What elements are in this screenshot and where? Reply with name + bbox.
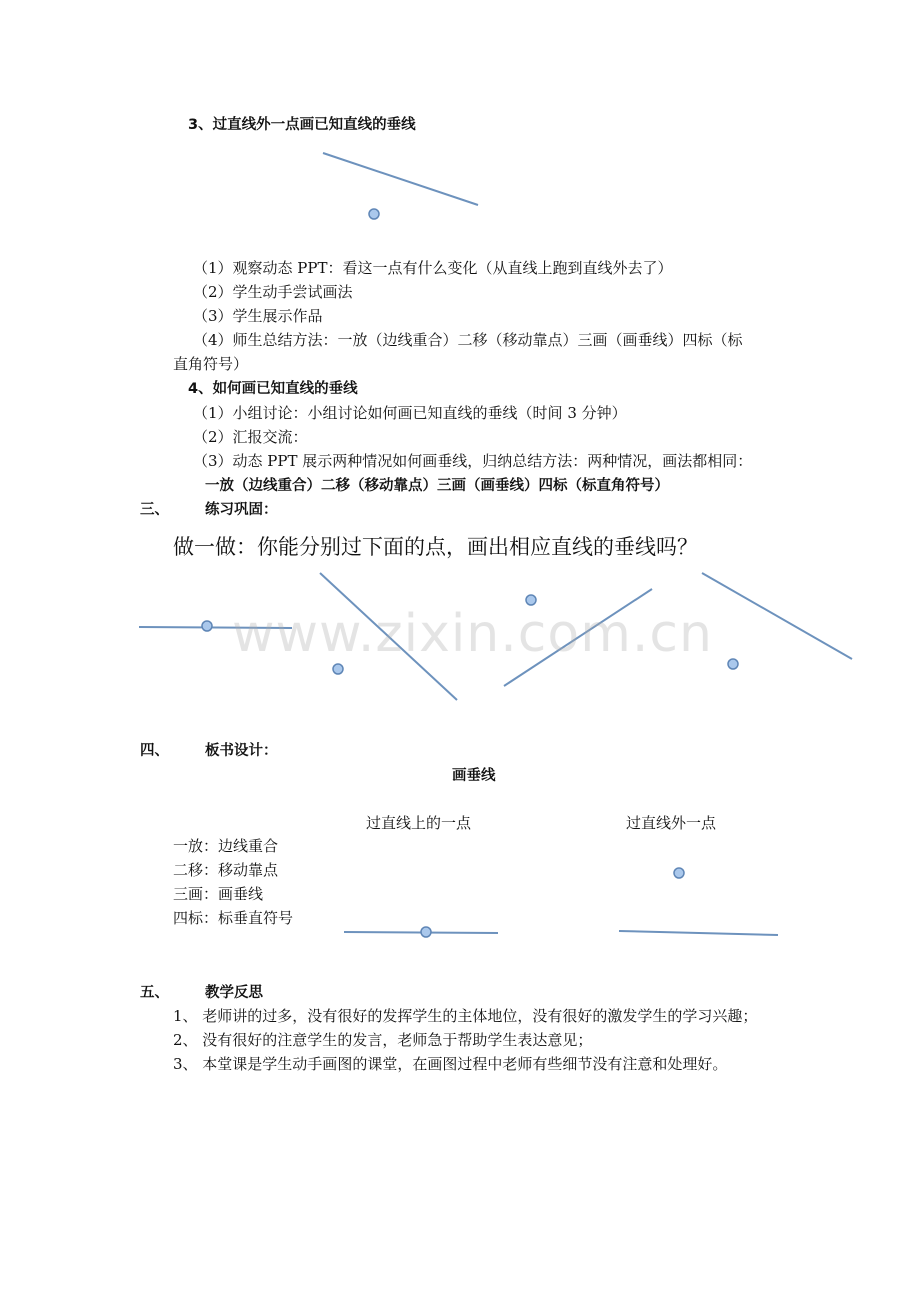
reflection-number: 五、: [140, 985, 169, 1001]
board-title: 板书设计：: [205, 743, 278, 759]
practice-point-1: [202, 621, 212, 631]
section4-step-2: （2）汇报交流：: [193, 428, 308, 446]
section3-step-1: （1）观察动态 PPT：看这一点有什么变化（从直线上跑到直线外去了）: [193, 259, 673, 277]
section4-step-3: （3）动态 PPT 展示两种情况如何画垂线，归纳总结方法：两种情况，画法都相同：: [193, 452, 753, 470]
board-step-1: 一放：边线重合: [173, 837, 279, 855]
section3-title: 3、过直线外一点画已知直线的垂线: [188, 117, 416, 133]
board-point-on: [421, 927, 431, 937]
section3-step-4: （4）师生总结方法：一放（边线重合）二移（移动靠点）三画（画垂线）四标（标: [193, 331, 743, 349]
board-point-off: [674, 868, 684, 878]
board-col-on-line: 过直线上的一点: [366, 814, 472, 832]
practice-number: 三、: [140, 502, 169, 518]
given-line-1: [323, 153, 478, 205]
practice-title: 练习巩固：: [205, 502, 278, 518]
practice-line-4: [702, 573, 852, 659]
reflection-item-2: 2、 没有很好的注意学生的发言，老师急于帮助学生表达意见；: [173, 1031, 593, 1049]
section3-step-3: （3）学生展示作品: [193, 307, 323, 325]
section4-step-1: （1）小组讨论：小组讨论如何画已知直线的垂线（时间 3 分钟）: [193, 404, 627, 422]
practice-point-2: [333, 664, 343, 674]
board-line-off: [619, 931, 778, 935]
board-step-4: 四标：标垂直符号: [173, 909, 294, 927]
watermark: www.zixin.com.cn: [232, 604, 713, 664]
section4-title: 4、如何画已知直线的垂线: [188, 381, 358, 397]
reflection-item-3: 3、 本堂课是学生动手画图的课堂，在画图过程中老师有些细节没有注意和处理好。: [173, 1055, 728, 1073]
practice-prompt: 做一做：你能分别过下面的点，画出相应直线的垂线吗？: [173, 535, 698, 559]
section3-step-2: （2）学生动手尝试画法: [193, 283, 353, 301]
board-step-3: 三画：画垂线: [173, 885, 264, 903]
reflection-title: 教学反思: [205, 985, 263, 1001]
section3-step-4-cont: 直角符号）: [173, 355, 249, 373]
board-step-2: 二移：移动靠点: [173, 861, 279, 879]
point-1: [369, 209, 379, 219]
practice-point-4: [728, 659, 738, 669]
section4-summary: 一放（边线重合）二移（移动靠点）三画（画垂线）四标（标直角符号）: [205, 478, 669, 494]
board-heading: 画垂线: [452, 768, 496, 784]
board-col-off-line: 过直线外一点: [626, 814, 717, 832]
board-number: 四、: [140, 743, 169, 759]
reflection-item-1: 1、 老师讲的过多，没有很好的发挥学生的主体地位，没有很好的激发学生的学习兴趣；: [173, 1007, 758, 1025]
